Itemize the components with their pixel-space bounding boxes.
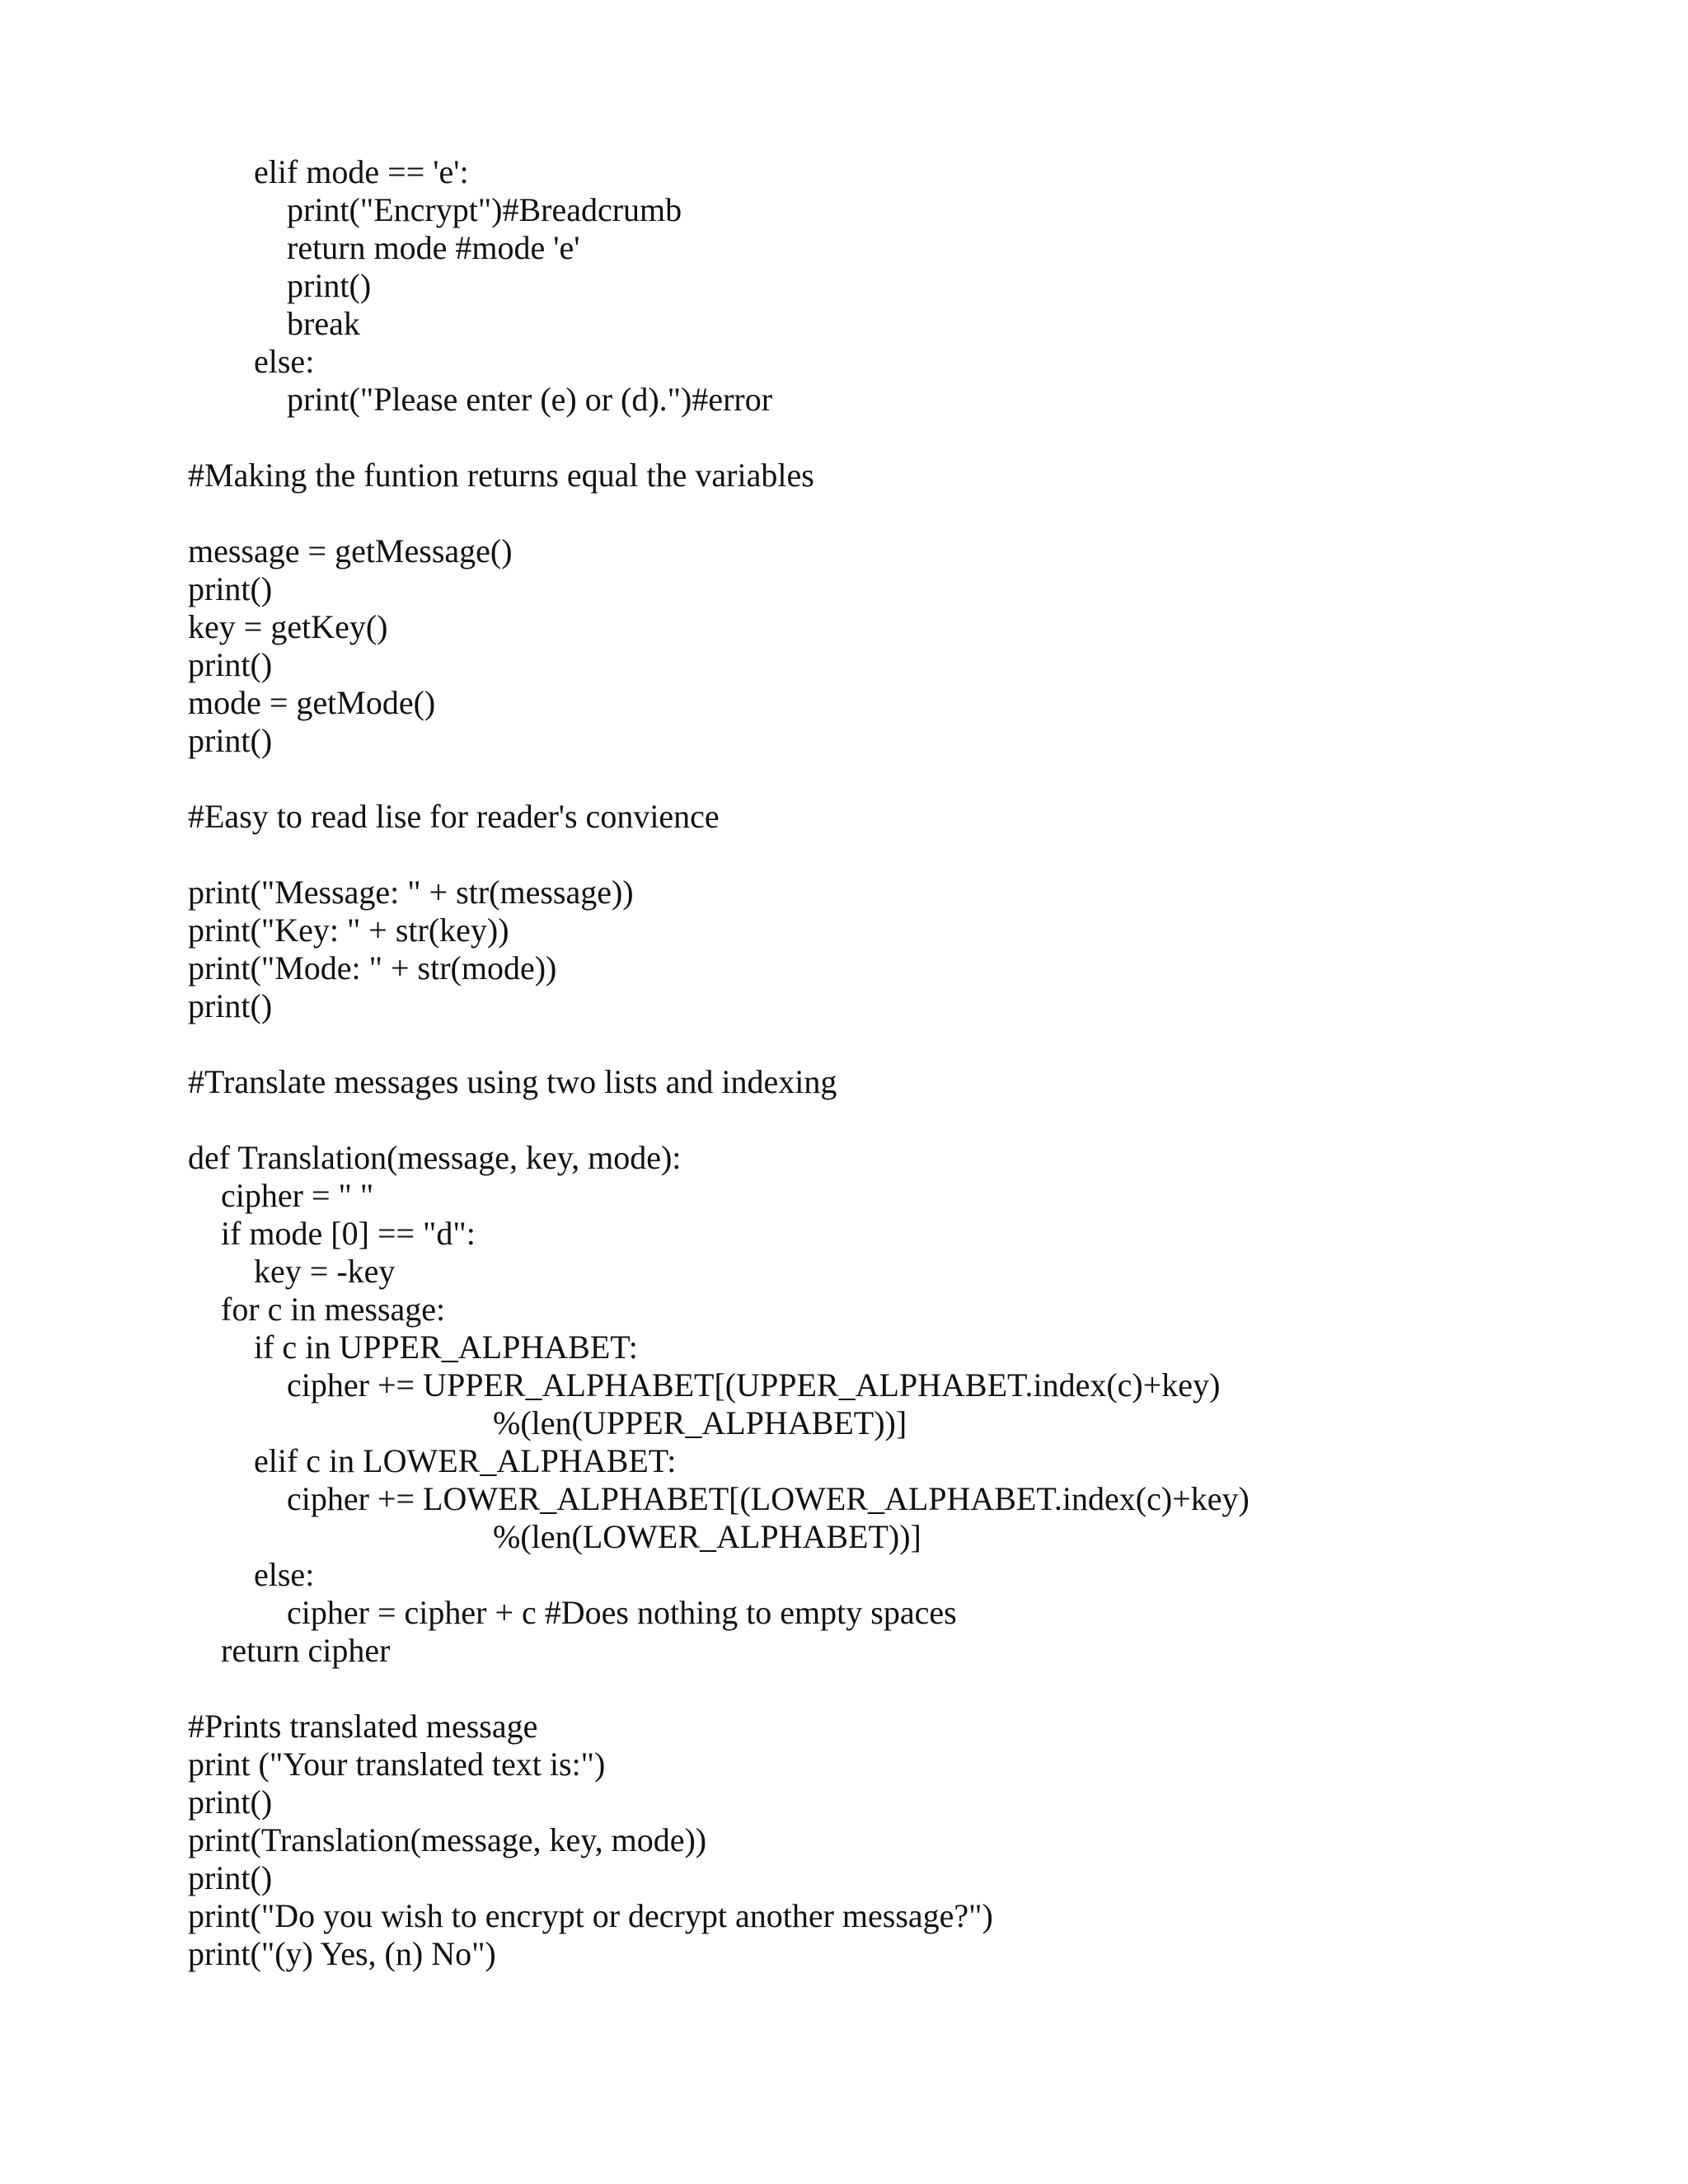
code-line: elif c in LOWER_ALPHABET:: [254, 1442, 677, 1479]
code-line: print("Do you wish to encrypt or decrypt another message?"): [188, 1897, 993, 1934]
code-line: #Prints translated message: [188, 1708, 538, 1745]
code-line: cipher = cipher + c #Does nothing to empty spaces: [287, 1594, 957, 1631]
blank-line: [188, 1670, 1655, 1708]
code-line: def Translation(message, key, mode):: [188, 1139, 682, 1176]
code-line: break: [287, 305, 360, 342]
code-line: return mode #mode 'e': [287, 229, 580, 266]
code-line: print(): [188, 570, 273, 607]
code-line: print("(y) Yes, (n) No"): [188, 1935, 496, 1972]
code-line: print(): [188, 1859, 273, 1896]
code-line: print ("Your translated text is:"): [188, 1746, 606, 1783]
code-line: else:: [254, 343, 315, 380]
code-line: if c in UPPER_ALPHABET:: [254, 1329, 638, 1366]
code-line: print("Message: " + str(message)): [188, 874, 634, 911]
code-line: print(Translation(message, key, mode)): [188, 1821, 707, 1858]
code-line: message = getMessage(): [188, 532, 513, 569]
code-line: #Easy to read lise for reader's convience: [188, 798, 720, 835]
code-line: if mode [0] == "d":: [221, 1215, 476, 1252]
blank-line: [188, 760, 1655, 798]
blank-line: [188, 419, 1655, 457]
code-line: for c in message:: [221, 1291, 446, 1328]
code-line: print(): [188, 646, 273, 683]
code-line: print("Mode: " + str(mode)): [188, 949, 557, 987]
code-line: cipher = " ": [221, 1177, 374, 1214]
code-line: cipher += LOWER_ALPHABET[(LOWER_ALPHABET.index(c)+key): [287, 1480, 1250, 1517]
code-line: cipher += UPPER_ALPHABET[(UPPER_ALPHABET.index(c)+key): [287, 1366, 1221, 1404]
code-line: %(len(UPPER_ALPHABET))]: [493, 1404, 907, 1441]
code-line: print("Please enter (e) or (d).")#error: [287, 381, 773, 418]
code-line: print(): [188, 722, 273, 759]
blank-line: [188, 1101, 1655, 1139]
code-line: %(len(LOWER_ALPHABET))]: [493, 1518, 921, 1555]
code-line: print(): [188, 987, 273, 1024]
code-line: elif mode == 'e':: [254, 153, 469, 190]
code-line: key = getKey(): [188, 608, 388, 645]
blank-line: [188, 836, 1655, 874]
code-line: print("Key: " + str(key)): [188, 912, 509, 949]
code-line: #Making the funtion returns equal the variables: [188, 457, 814, 494]
code-line: print("Encrypt")#Breadcrumb: [287, 191, 682, 228]
code-line: key = -key: [254, 1253, 396, 1290]
code-line: print(): [188, 1783, 273, 1821]
code-line: else:: [254, 1556, 315, 1593]
code-listing: [188, 153, 1655, 1973]
code-line: #Translate messages using two lists and indexing: [188, 1063, 837, 1100]
code-line: print(): [287, 267, 372, 304]
code-line: mode = getMode(): [188, 684, 436, 721]
blank-line: [188, 1025, 1655, 1063]
code-line: return cipher: [221, 1632, 391, 1669]
blank-line: [188, 494, 1655, 532]
